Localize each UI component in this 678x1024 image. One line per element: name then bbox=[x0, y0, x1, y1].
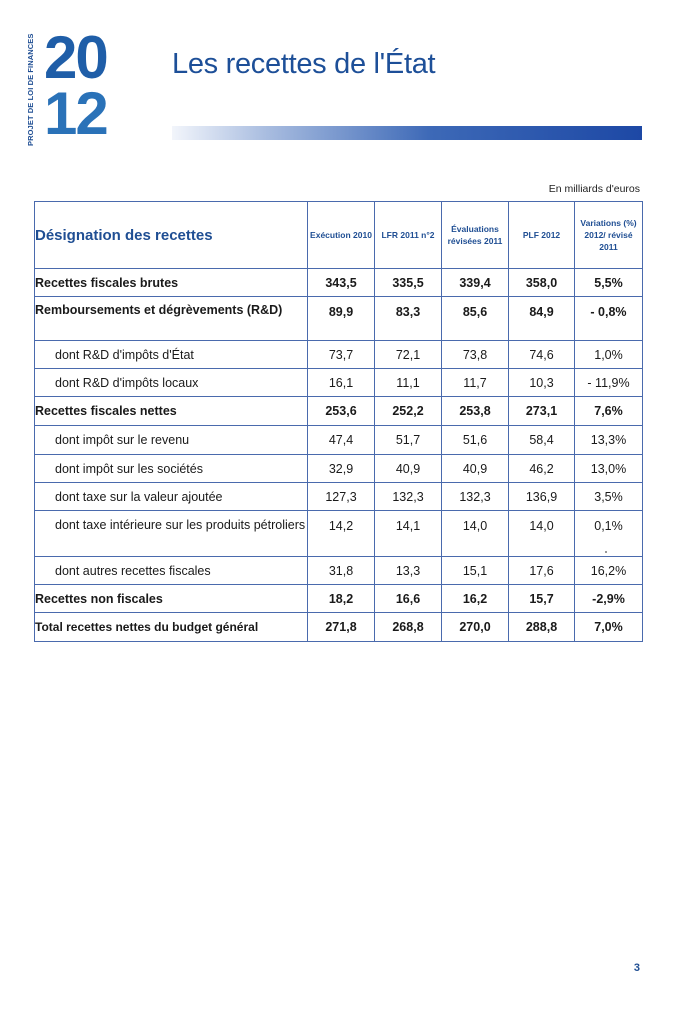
table-row bbox=[35, 455, 643, 483]
revenue-table bbox=[34, 201, 643, 642]
cell-value: 16,1 bbox=[308, 369, 375, 397]
header-lfr-2011: LFR 2011 n°2 bbox=[375, 202, 442, 269]
cell-value: 288,8 bbox=[509, 613, 575, 642]
table-row bbox=[35, 557, 643, 585]
row-label: dont impôt sur le revenu bbox=[35, 426, 308, 455]
cell-value: 14,0 bbox=[509, 511, 575, 557]
cell-value: 132,3 bbox=[375, 483, 442, 511]
cell-value: 132,3 bbox=[442, 483, 509, 511]
print-speck bbox=[605, 551, 607, 553]
table-row bbox=[35, 511, 643, 557]
cell-value: 13,3 bbox=[375, 557, 442, 585]
row-label: Recettes non fiscales bbox=[35, 585, 308, 613]
cell-value: 85,6 bbox=[442, 297, 509, 341]
cell-value: 32,9 bbox=[308, 455, 375, 483]
year-bottom: 12 bbox=[44, 80, 107, 147]
table-row bbox=[35, 297, 643, 341]
units-note: En milliards d'euros bbox=[548, 183, 640, 195]
header-execution-2010: Exécution 2010 bbox=[308, 202, 375, 269]
cell-value: 11,1 bbox=[375, 369, 442, 397]
cell-value: 13,0% bbox=[575, 455, 643, 483]
cell-value: 7,6% bbox=[575, 397, 643, 426]
cell-value: 15,1 bbox=[442, 557, 509, 585]
row-label: dont autres recettes fiscales bbox=[35, 557, 308, 585]
cell-value: 40,9 bbox=[442, 455, 509, 483]
row-label: dont R&D d'impôts locaux bbox=[35, 369, 308, 397]
cell-value: 51,7 bbox=[375, 426, 442, 455]
row-label: dont impôt sur les sociétés bbox=[35, 455, 308, 483]
cell-value: 253,8 bbox=[442, 397, 509, 426]
row-label: dont taxe intérieure sur les produits pétroliers bbox=[35, 511, 308, 557]
row-label: Recettes fiscales nettes bbox=[35, 397, 308, 426]
title-underline-bar bbox=[172, 126, 642, 140]
header-plf-2012: PLF 2012 bbox=[509, 202, 575, 269]
cell-value: 16,2 bbox=[442, 585, 509, 613]
table-row bbox=[35, 483, 643, 511]
header-evaluations-revisees: Évaluations révisées 2011 bbox=[442, 202, 509, 269]
row-label: Total recettes nettes du budget général bbox=[35, 613, 308, 642]
cell-value: 339,4 bbox=[442, 269, 509, 297]
cell-value: 84,9 bbox=[509, 297, 575, 341]
cell-value: 51,6 bbox=[442, 426, 509, 455]
row-label: dont taxe sur la valeur ajoutée bbox=[35, 483, 308, 511]
table-row bbox=[35, 426, 643, 455]
cell-value: 14,2 bbox=[308, 511, 375, 557]
cell-value: 72,1 bbox=[375, 341, 442, 369]
row-label: Recettes fiscales brutes bbox=[35, 269, 308, 297]
cell-value: 270,0 bbox=[442, 613, 509, 642]
cell-value: - 11,9% bbox=[575, 369, 643, 397]
cell-value: 16,6 bbox=[375, 585, 442, 613]
cell-value: 13,3% bbox=[575, 426, 643, 455]
cell-value: 3,5% bbox=[575, 483, 643, 511]
cell-value: 271,8 bbox=[308, 613, 375, 642]
cell-value: 268,8 bbox=[375, 613, 442, 642]
cell-value: 14,1 bbox=[375, 511, 442, 557]
row-label: Remboursements et dégrèvements (R&D) bbox=[35, 297, 308, 341]
header-variations: Variations (%) 2012/ révisé 2011 bbox=[575, 202, 643, 269]
cell-value: 16,2% bbox=[575, 557, 643, 585]
header-designation: Désignation des recettes bbox=[35, 202, 308, 269]
cell-value: 7,0% bbox=[575, 613, 643, 642]
cell-value: 74,6 bbox=[509, 341, 575, 369]
table-row bbox=[35, 613, 643, 642]
cell-value: 335,5 bbox=[375, 269, 442, 297]
cell-value: 15,7 bbox=[509, 585, 575, 613]
cell-value: - 0,8% bbox=[575, 297, 643, 341]
table-row bbox=[35, 585, 643, 613]
cell-value: 1,0% bbox=[575, 341, 643, 369]
cell-value: 127,3 bbox=[308, 483, 375, 511]
cell-value: 0,1% bbox=[575, 511, 643, 557]
cell-value: 11,7 bbox=[442, 369, 509, 397]
cell-value: 5,5% bbox=[575, 269, 643, 297]
cell-value: 136,9 bbox=[509, 483, 575, 511]
table-header-row bbox=[35, 202, 643, 269]
cell-value: 40,9 bbox=[375, 455, 442, 483]
cell-value: 31,8 bbox=[308, 557, 375, 585]
cell-value: 358,0 bbox=[509, 269, 575, 297]
cell-value: 58,4 bbox=[509, 426, 575, 455]
cell-value: 73,7 bbox=[308, 341, 375, 369]
cell-value: 46,2 bbox=[509, 455, 575, 483]
cell-value: 252,2 bbox=[375, 397, 442, 426]
series-label: PROJET DE LOI DE FINANCES bbox=[26, 33, 35, 146]
table-row bbox=[35, 369, 643, 397]
cell-value: 18,2 bbox=[308, 585, 375, 613]
cell-value: 253,6 bbox=[308, 397, 375, 426]
page-number: 3 bbox=[633, 962, 640, 974]
cell-value: 89,9 bbox=[308, 297, 375, 341]
table-row bbox=[35, 397, 643, 426]
table-row bbox=[35, 341, 643, 369]
page-title: Les recettes de l'État bbox=[172, 48, 436, 80]
cell-value: 14,0 bbox=[442, 511, 509, 557]
cell-value: 17,6 bbox=[509, 557, 575, 585]
cell-value: 83,3 bbox=[375, 297, 442, 341]
cell-value: 73,8 bbox=[442, 341, 509, 369]
cell-value: -2,9% bbox=[575, 585, 643, 613]
cell-value: 273,1 bbox=[509, 397, 575, 426]
cell-value: 47,4 bbox=[308, 426, 375, 455]
cell-value: 10,3 bbox=[509, 369, 575, 397]
row-label: dont R&D d'impôts d'État bbox=[35, 341, 308, 369]
year-top: 20 bbox=[44, 24, 107, 91]
cell-value: 343,5 bbox=[308, 269, 375, 297]
table-row bbox=[35, 269, 643, 297]
